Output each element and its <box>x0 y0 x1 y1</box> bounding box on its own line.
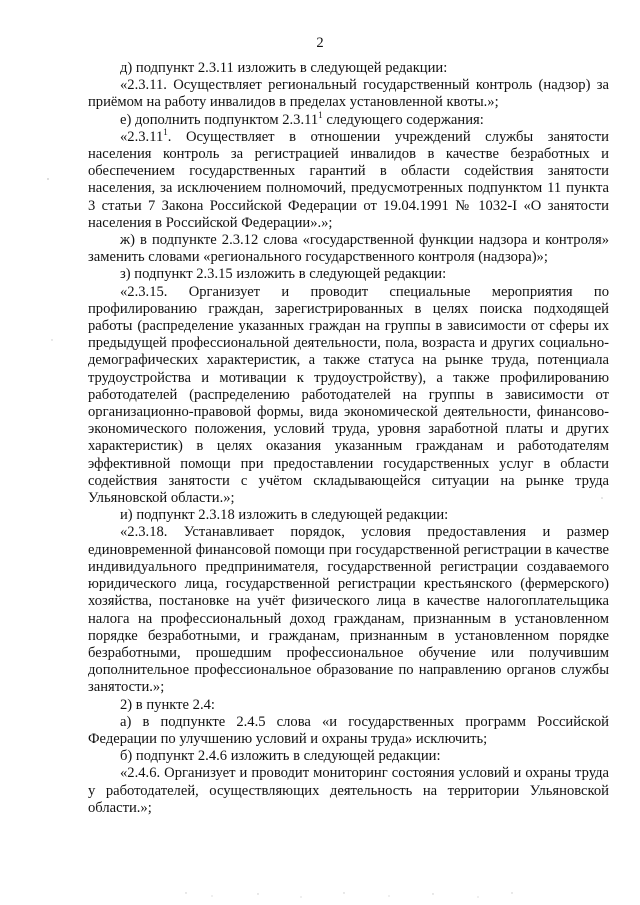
paragraph-2-3-11-1 <box>88 126 609 232</box>
superscript: 1 <box>318 109 323 120</box>
paragraph-subitem-e-text-tail: следующего содержания: <box>322 111 484 128</box>
paragraph-2-3-18: «2.3.18. Устанавливает порядок, условия предоставления и размер единовременной финансовой помощи при государственной регистрации в качестве индивидуального предпринимателя, государственной регистрации создаваемого юридического лица, государственной регистрации крестьянского (фермерского) хозяйства, постановке на учёт физического лица в качестве налогоплательщика налога на профессиональный доход гражданам, признанным в установленном порядке безработными, и гражданам, признанным в установленном порядке безработными, прошедшим профессиональное обучение или получившим дополнительное профессиональное образование по направлению органов службы занятости.»; <box>88 524 609 696</box>
paragraph-2-3-11-1-number: «2.3.11 <box>120 128 164 145</box>
document-body <box>88 60 609 817</box>
paragraph-subitem-d: д) подпункт 2.3.11 изложить в следующей редакции: <box>120 60 448 76</box>
paragraph-item-2: 2) в пункте 2.4: <box>120 696 215 713</box>
paragraph-2-3-15: «2.3.15. Организует и проводит специальные мероприятия по профилированию граждан, зарегистрированных в целях поиска подходящей работы (распределение указанных граждан на группы в зависимости от сферы их предыдущей профессиональной деятельности, пола, возраста и других социально-демографических характеристик, а также статуса на рынке труда, потенциала трудоустройства и мотивации к трудоустройству), а также профилированию работодателей (распределению работодателей на группы в зависимости от организационно-правовой формы, вида экономической деятельности, финансово-экономического положения, условий труда, уровня заработной платы и других характеристик) в целях оказания указанным гражданам и работодателям эффективной помощи при предоставлении государственных услуг в области содействия занятости с учётом складывающейся ситуации на рынке труда Ульяновской области.»; <box>88 283 609 507</box>
paragraph-2-4-6: «2.4.6. Организует и проводит мониторинг состояния условий и охраны труда у работодателей, осуществляющих деятельность на территории Ульяновской области.»; <box>88 765 609 816</box>
paragraph-subitem-z: з) подпункт 2.3.15 изложить в следующей редакции: <box>120 266 447 283</box>
superscript: 1 <box>163 126 168 137</box>
paragraph-2-3-11: «2.3.11. Осуществляет региональный государственный контроль (надзор) за приёмом на работу инвалидов в пределах установленной квоты.»; <box>88 77 609 111</box>
paragraph-subitem-a: а) в подпункте 2.4.5 слова «и государственных программ Российской Федерации по улучшению условий и охраны труда» исключить; <box>88 713 609 747</box>
paragraph-2-3-11-1-text: . Осуществляет в отношении учреждений службы занятости населения контроль за регистрацией инвалидов в качестве безработных и обеспечением государственных гарантий в области содействия занятости населения, за исключением полномочий, предусмотренных подпунктом 11 пункта 3 статьи 7 Закона Российской Федерации от 19.04.1991 № 1032-I «О занятости населения в Российской Федерации».»; <box>88 128 609 231</box>
paragraph-subitem-zh: ж) в подпункте 2.3.12 слова «государственной функции надзора и контроля» заменить словами «регионального государственного контроля (надзора)»; <box>88 232 609 266</box>
page-number: 2 <box>316 35 324 51</box>
paragraph-subitem-e-text: е) дополнить подпунктом 2.3.11 <box>120 111 319 128</box>
paragraph-subitem-i: и) подпункт 2.3.18 изложить в следующей редакции: <box>120 507 449 524</box>
paragraph-subitem-b: б) подпункт 2.4.6 изложить в следующей редакции: <box>120 748 441 765</box>
